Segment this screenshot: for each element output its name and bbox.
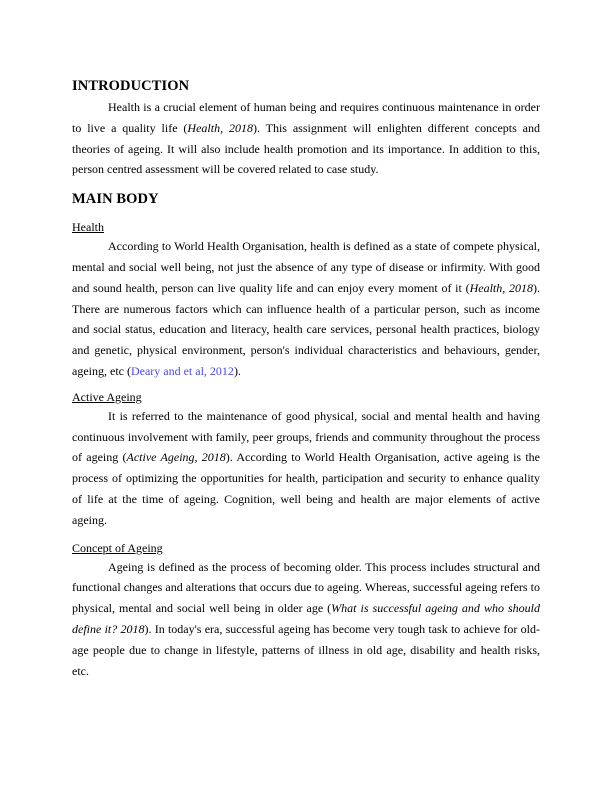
health-heading: Health — [72, 220, 104, 235]
introduction-paragraph — [72, 97, 540, 180]
deary-citation-link[interactable]: Deary and et al, 2012 — [130, 363, 234, 378]
health-text-1: According to World Health Organisation, health is defined as a state of compete physical, mental and social well being, not just the absence of any type of disease or infirmity. With good and sound health, person can live quality life and can enjoy every moment of it ( — [72, 239, 540, 295]
concept-of-ageing-heading: Concept of Ageing — [72, 540, 163, 555]
health-text-3: ). — [233, 363, 241, 378]
active-ageing-text-1: It is referred to the maintenance of good physical, social and mental health and having continuous involvement with family, peer groups, friends and community throughout the process of ageing ( — [72, 408, 540, 465]
main-body-heading: MAIN BODY — [72, 191, 159, 208]
concept-text-1: Ageing is defined as the process of becoming older. This process includes structural and functional changes and alterations that occurs due to ageing. Whereas, successful ageing refers to physical, mental and social well being in older age ( — [72, 559, 540, 616]
health-citation: Health, 2018 — [469, 280, 533, 295]
active-ageing-paragraph — [72, 406, 540, 531]
introduction-citation: Health, 2018 — [187, 120, 253, 135]
active-ageing-heading: Active Ageing — [72, 389, 142, 404]
introduction-text-2: ). This assignment will enlighten different concepts and theories of ageing. It will also include health promotion and its importance. In addition to this, person centred assessment will be covered related to case study. — [72, 120, 540, 177]
concept-citation: What is successful ageing and who should define it? 2018 — [72, 601, 540, 636]
concept-text-2: ). In today's era, successful ageing has become very tough task to achieve for old-age people due to change in lifestyle, patterns of illness in old age, disability and health risks, etc. — [72, 621, 540, 678]
active-ageing-text-2: ). According to World Health Organisation, active ageing is the process of optimizing the opportunities for health, participation and security to enhance quality of life at the time of ageing. Cognition, well being and health are major elements of active ageing. — [72, 450, 541, 527]
introduction-text-1: Health is a crucial element of human being and requires continuous maintenance in order to live a quality life ( — [72, 100, 540, 135]
introduction-heading: INTRODUCTION — [72, 78, 190, 94]
document-page — [72, 76, 540, 681]
health-paragraph — [72, 236, 540, 382]
health-text-2: ). There are numerous factors which can influence health of a particular person, such as income and social status, education and literacy, health care services, personal health practices, biology and genetic, physical environment, person's individual characteristics and behaviours, gender, ageing, etc ( — [72, 280, 540, 378]
active-ageing-citation: Active Ageing, 2018 — [126, 450, 226, 465]
concept-of-ageing-paragraph — [72, 557, 540, 682]
